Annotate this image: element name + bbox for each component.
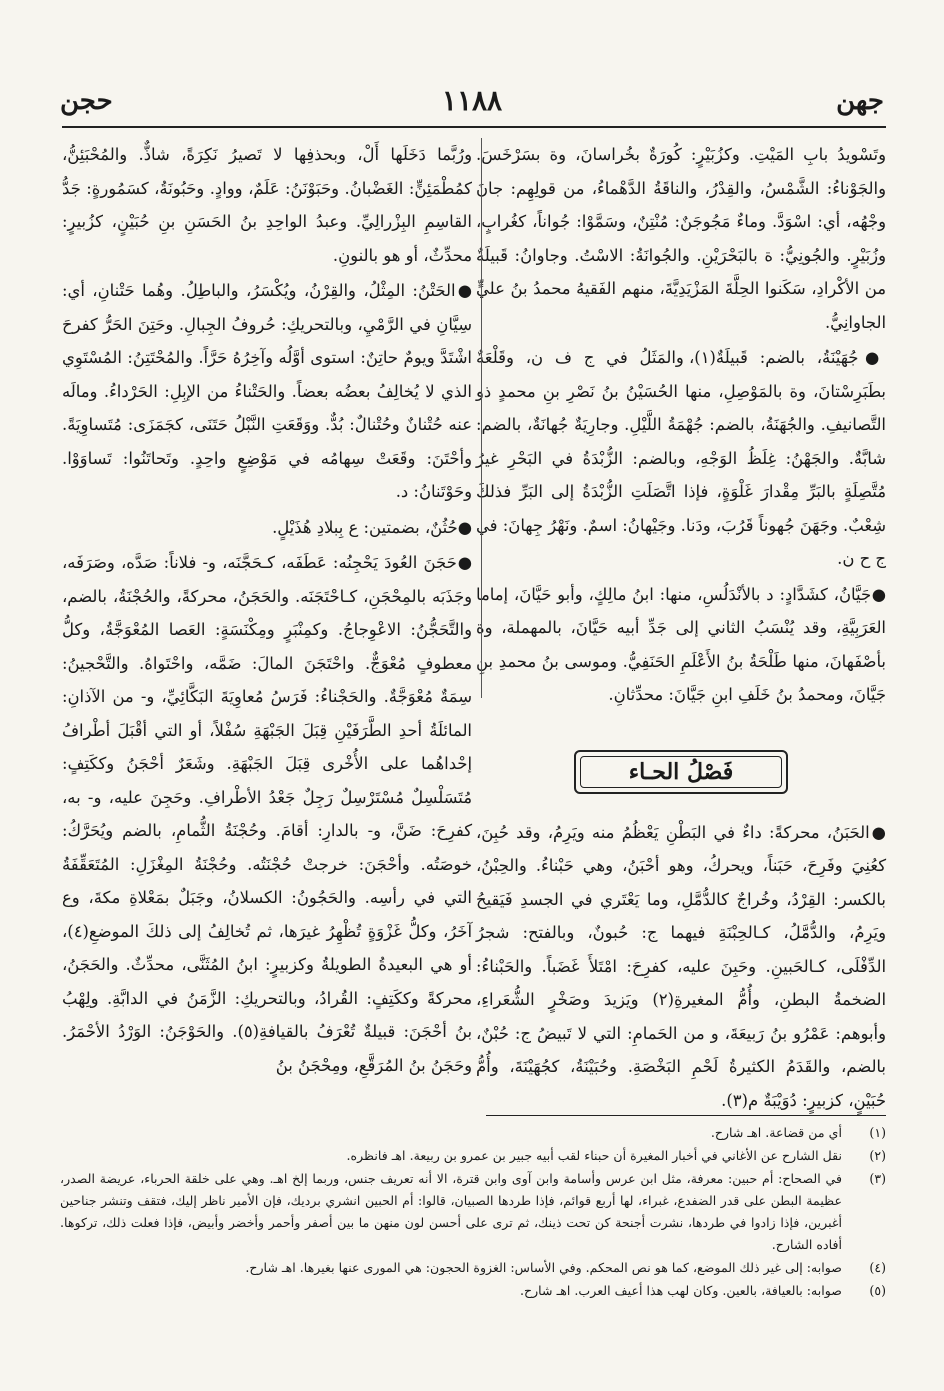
footnote-number: (١)	[869, 1125, 886, 1140]
page-header	[60, 78, 884, 118]
entry-paragraph: ●جُهَيْنَةُ، بالضم: قَبيلَةٌ(١)، والمَثَلُ في ج ف ن، وقَلْعَةٌ بطَبَرِسْتانَ، وة بالمَوْصِلِ، منها الحُسَيْنُ بنُ نَصْرِ بنِ محمدٍ ذو التَّصانيفِ. والجُهَنَةُ، بالضم: جُهْمَةُ اللَّيْلِ. وجارِيَةٌ جُهانَةٌ، بالضم: شابَّةٌ. والجَهْنُ: غِلَظُ الوَجْهِ، وبالضم: الزُّبْدَةُ في البَحْرِ غيرُ مُتَّصِلَةٍ بالبَرِّ مِقْدارَ غَلْوَةٍ، فإذا اتَّصَلَتِ الزُّبْدَةُ إلى البَرِّ فذلكَ شِعْبٌ. وجَهَنَ جُهوناً قَرُبَ، ودَنا. وجَيْهانُ: اسمٌ. ونَهْرُ جِهانَ: في ج ح ن.	[476, 348, 886, 568]
footnote	[60, 1257, 886, 1279]
header-rule	[62, 126, 886, 128]
footnote	[60, 1122, 886, 1144]
footnote-text: نقل الشارح عن الأغاني في أخبار المغيرة أن حبناء لقب أبيه جبير بن عمرو بن ربيعة. اهـ فانظره.	[346, 1148, 842, 1163]
page-number: ١١٨٨	[441, 84, 503, 117]
footnote-number: (٢)	[869, 1148, 886, 1163]
entry-paragraph: ●الحَتْنُ: المِثْلُ، والقِرْنُ، ويُكْسَرُ، والباطِلُ. وهُما حَتْنانِ، أي: سِيَّانِ في الرَّمْيِ، وبالتحريكِ: حُروفُ الجِبالِ. وحَتِنَ الحَرُّ كفرحَ اشْتَدَّ ويومٌ حاتِنٌ: استوى أوَّلُه وآخِرُهُ حَرَّاً. والمُحْتَتِنُ: المُسْتَوِي الذي لا يُخالِفُ بعضُه بعضاً. والحَتْناءُ من الإبِلِ: الحَرْداءُ. ومالَه عنه حُتْنانٌ وحُتْنالٌ: بُدٌّ. ووَقَعَتِ النَّبْلُ حَتَنَى، كجَمَزَى: مُتَساوِيَةً. وأحْتَنَ: وقَعَتْ سِهامُه في مَوْضِعٍ واحِدٍ. وتَحاتَنُوا: تَساوَوْا. وحَوْتَنانُ: د.	[62, 281, 472, 501]
footnote	[60, 1280, 886, 1302]
section-title: فَصْلُ الحـاء	[574, 750, 788, 794]
footnote-rule	[486, 1115, 886, 1116]
footnote-text: صوابه: إلى غير ذلك الموضع، كما هو نص المحكم. وفي الأساس: الغزوة الحجون: هي المورى عنها بغيرها. اهـ شارح.	[245, 1260, 842, 1275]
footnote-number: (٣)	[869, 1171, 886, 1186]
entry-paragraph: ●جَيَّانُ، كشَدَّادٍ: د بالأنْدَلُسِ، منها: ابنُ مالِكٍ، وأبو حَيَّانَ، إماما العَرَبِيَّةِ، وقد يُنْسَبُ الثاني إلى جَدِّ أبيه حَيَّانَ، بالمهملة، وة بأصْفَهانَ، منها طَلْحَةُ بنُ الأَعْلَمِ الحَنَفِيُّ. وموسى بنُ محمدِ بنِ جَيَّانَ، ومحمدُ بنُ خَلَفِ ابنِ جَيَّانَ: محدِّثانِ.	[476, 584, 886, 704]
footnote-text: صوابه: بالعيافة، بالعين. وكان لهب هذا أعيف العرب. اهـ شارح.	[519, 1283, 842, 1298]
footnote-text: في الصحاح: أم حبين: معرفة، مثل ابن عرس وأسامة وابن آوى وابن قترة، الا أنه تعريف جنس، وربما إلخ اهـ. وهي على خلقة الحرباء، عريضة الصدر، عظيمة البطن على قدر الضفدع، غبراء، لها أربع قوائم، فإذا طردها الصبيان، قالوا: أم الحبين انشري برديك، فإن الأمير ناظر إليك، فتقف وتنشر جناحين أغبرين، فإذا زادوا في طردها، نشرت أجنحة كن تحت ذينك، ثم ترى على أحسن لون منهن ما بين أصفر وأحمر وأخضر وأبيض، فإذا فعلت ذلك، تركوها. أفاده الشارح.	[60, 1171, 842, 1252]
footnotes	[60, 1122, 886, 1303]
footnote-number: (٥)	[869, 1283, 886, 1298]
footnote	[60, 1168, 886, 1256]
entry-paragraph: وتَسْويدُ بابِ المَيْتِ. وكزُبَيْرٍ: كُورَةٌ بخُراسانَ، وة بسَرْخَسَ. والجَوْناءُ: الشَّمْسُ، والقِدْرُ، والناقَةُ الدَّهْماءُ، من قولِهِم: جانَ وجْهُه، أي: اسْوَدَّ. وماءٌ مَجُوجَنٌ: مُنْتِنٌ، وسَمَّوْا: جُواناً، كغُرابٍ، وزُبَيْرٍ. والجُونِيُّ: ة بالبَحْرَيْنِ. والجُوانَةُ: الاسْتُ. وجاوانُ: قَبيلَةٌ من الأكْرادِ، سَكَنوا الحِلَّةَ المَزْيَدِيَّةَ، منهم الفَقيهُ محمدُ بنُ عليٍّ الجاوانِيُّ.	[476, 145, 886, 332]
entry-paragraph: ●حُثُنٌ، بضمتين: ع بِبلادِ هُذَيْلٍ.	[272, 517, 472, 537]
left-column	[62, 138, 472, 1098]
column-divider	[481, 138, 482, 698]
entry-paragraph: ورُبَّما دَخَلَها أَلْ، وبحذفِها لا تَصيرُ نَكِرَةً، شاذٌّ. والمُحْبَئِنُّ، كمُطْمَئِنٍّ: الغَضْبانُ. وحَبَوْنَنُ: عَلَمٌ، ووادٍ. وحَبُونَةُ، كسَمُورةٍ: جَدُّ القاسِمِ البِزْرالِيِّ. وعبدُ الواحِدِ بنُ الحَسَنِ بنِ حُبَيْنٍ، كزُبيرٍ: محدِّثٌ، أو هو بالنونِ.	[62, 145, 472, 265]
running-head-right: جهن	[836, 86, 884, 116]
right-column	[476, 138, 886, 1110]
entry-paragraph: ●حَجَنَ العُودَ يَحْجِنُه: عَطَفَه، كـحَجَّنَه، و- فلاناً: صَدَّه، وصَرَفَه، وجَذَبَه بالمِحْجَنِ، كـاحْتَجَنَه. والحَجَنُ، محركةً، والحُجْنَةُ، بالضم، والتَّحَجُّنُ: الاعْوِجاجُ. وكمِنْبَرٍ ومِكْنَسَةٍ: العَصا المُعْوَجَّةُ، وكلُّ معطوفٍ مُعْوَجٌّ. واحْتَجَنَ المالَ: ضَمَّه، واحْتَواهُ. والتَّحْجينُ: سِمَةٌ مُعْوَجَّةٌ. والحَجْناءُ: فَرَسُ مُعاوِيَةَ البَكَّائِيِّ، و- من الآذانِ: المائلَةُ أحدِ الطَّرَفَيْنِ قِبَلَ الجَبْهَةِ سُفْلاً، أو التي أقْبَلَ أطْرافُ إحْداهُما على الأُخْرى قِبَلَ الجَبْهَةِ. وشَعَرٌ أحْجَنُ وككَتِفٍ: مُتَسَلْسِلٌ مُسْتَرْسِلٌ رَجِلٌ جَعْدُ الأطْرافِ. وحَجِنَ عليه، و- به، كفرِحَ: ضَنَّ، و- بالدارِ: أقامَ. وحُجْنَةُ الثُّمامِ، بالضم ويُحَرَّكُ: خوصَتُه. وأحْجَنَ: خرجتْ حُجْنَتُه. وحُجْنَةُ المِغْزَلِ: المُتَعَقِّفَةُ التي في رأسِه. والحَجُونُ: الكسلانُ، وجَبَلٌ بمَعْلاةِ مكةَ، وع آخَرُ، وكلُّ غَزْوَةٍ تُظْهِرُ غيرَها، ثم تُخالِفُ إلى ذلكَ الموضعِ(٤)، أو هي البعيدةُ الطويلةُ وكزبيرٍ: ابنُ المُثَنَّى، محدِّثٌ. والحَجَنُ، محركةً وككَتِفٍ: القُرادُ، وبالتحريكِ: الزَّمَنُ في الدابَّةِ. ولِهْبُ بنُ أحْجَنَ: قبيلةٌ تُعْرَفُ بالقيافةِ(٥). والحَوْجَنُ: الوَرْدُ الأحْمَرُ. وحَجَنُ بنُ المُرَقَّعِ، ومِحْجَنُ بنُ	[62, 553, 472, 1075]
footnote	[60, 1145, 886, 1167]
footnote-number: (٤)	[869, 1260, 886, 1275]
footnote-text: أي من قضاعة. اهـ شارح.	[710, 1125, 842, 1140]
entry-paragraph: ●الحَبَنُ، محركةً: داءٌ في البَطْنِ يَعْظُمُ منه ويَرِمُ، وقد حُبِنَ، كعُنِيَ وفَرِحَ، حَبَناً، ويحركُ، وهو أحْبَنُ، وهي حَبْناءُ. والحِبْنُ، بالكسر: القِرْدُ، وخُراجٌ كالدُّمَّلِ، وما يَعْتَري في الجسدِ فَيَقيحُ ويَرِمُ، والدُّمَّلُ، كـالحِبْنَةِ فيهما ج: حُبونٌ، وبالفتح: شجرُ الدِّفْلَى، كـالحَبينِ. وحَبِنَ عليه، كفرِحَ: امْتَلأَ غَضَباً. والحَبْناءُ: الضخمةُ البطنِ، وأُمُّ المغيرةِ(٢) ويَزيدَ وصَخْرٍ الشُّعَراءِ، وأبوهم: عَمْرُو بنُ رَبيعَةَ، و من الحَمامِ: التي لا تَبيضُ ج: حُبْنٌ، بالضم، والقَدَمُ الكثيرةُ لَحْمِ البَخْصَةِ. وحُبَيْنَةُ، كجُهَيْنَةَ، وأُمُّ حُبَيْنٍ، كزبيرٍ: دُوَيْبَةٌ م(٣).	[476, 822, 886, 1110]
running-head-left: حجن	[60, 86, 113, 116]
